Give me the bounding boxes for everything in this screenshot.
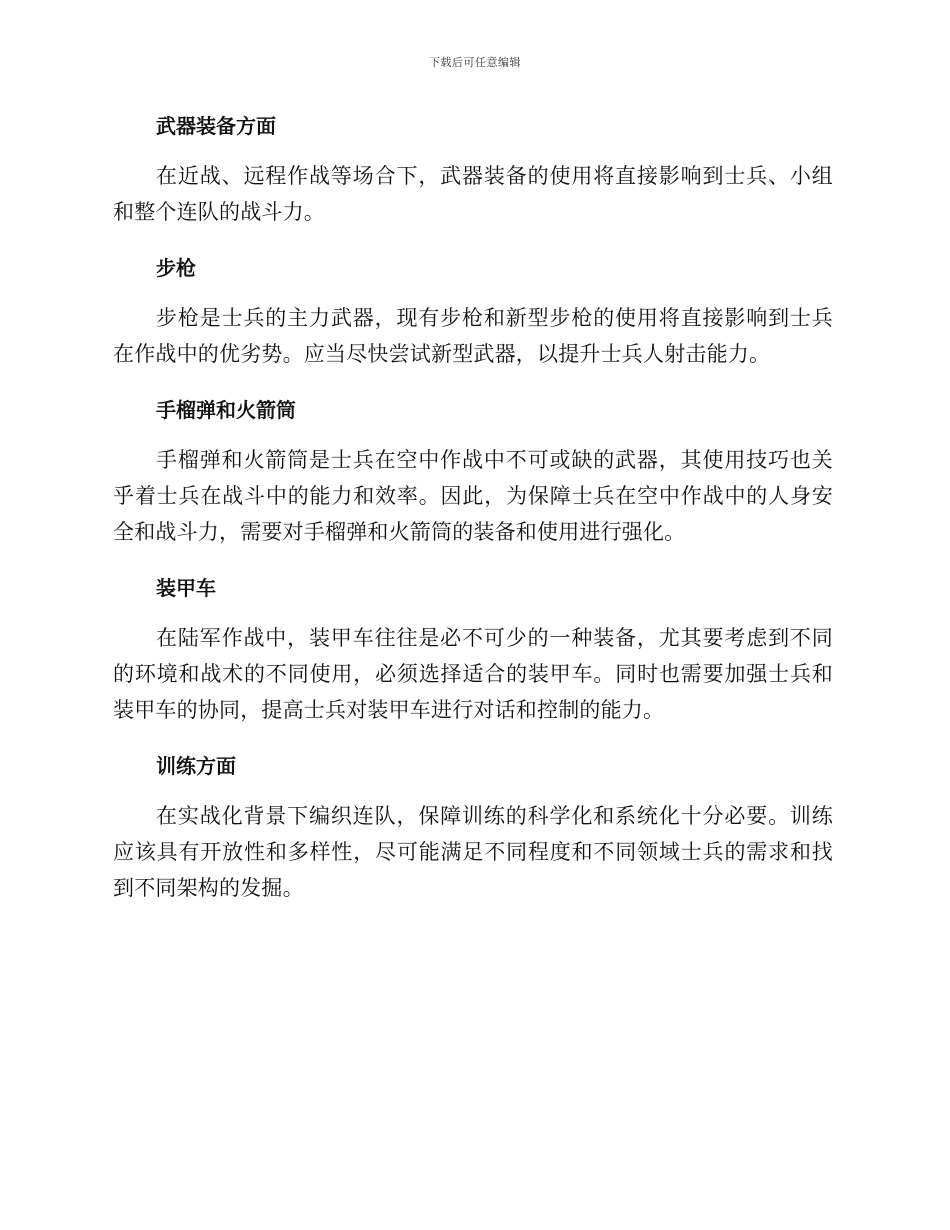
section-paragraph: 在陆军作战中，装甲车往往是必不可少的一种装备，尤其要考虑到不同的环境和战术的不同使用，必须选择适合的装甲车。同时也需要加强士兵和装甲车的协同，提高士兵对装甲车进行对话和控制的能力。 (113, 626, 833, 722)
section-heading: 武器装备方面 (156, 114, 276, 138)
section-paragraph: 在实战化背景下编织连队，保障训练的科学化和系统化十分必要。训练应该具有开放性和多样性，尽可能满足不同程度和不同领域士兵的需求和找到不同架构的发掘。 (113, 804, 833, 900)
header-note: 下载后可任意编辑 (429, 56, 521, 69)
section-heading: 装甲车 (156, 576, 216, 600)
section-armored-vehicle (113, 570, 833, 728)
section-heading: 手榴弹和火箭筒 (156, 398, 296, 422)
section-heading: 训练方面 (156, 754, 236, 778)
section-paragraph: 步枪是士兵的主力武器，现有步枪和新型步枪的使用将直接影响到士兵在作战中的优劣势。应当尽快尝试新型武器，以提升士兵人射击能力。 (113, 306, 833, 366)
section-heading: 步枪 (156, 256, 196, 280)
document-body (113, 108, 833, 926)
section-grenade-rocket (113, 392, 833, 550)
section-weapons-equipment (113, 108, 833, 230)
section-training (113, 748, 833, 906)
section-rifle (113, 250, 833, 372)
section-paragraph: 手榴弹和火箭筒是士兵在空中作战中不可或缺的武器，其使用技巧也关乎着士兵在战斗中的能力和效率。因此，为保障士兵在空中作战中的人身安全和战斗力，需要对手榴弹和火箭筒的装备和使用进行强化。 (113, 448, 833, 544)
section-paragraph: 在近战、远程作战等场合下，武器装备的使用将直接影响到士兵、小组和整个连队的战斗力。 (113, 164, 833, 224)
